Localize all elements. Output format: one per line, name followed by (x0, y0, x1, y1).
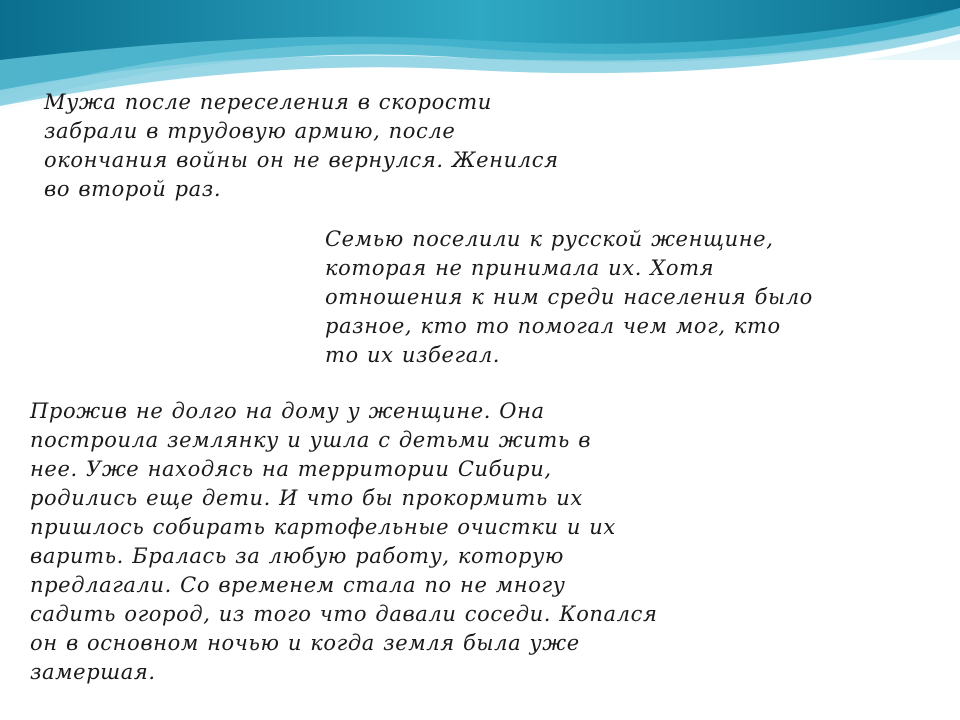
paragraph-husband (44, 88, 559, 204)
text-line: во второй раз. (44, 177, 222, 201)
text-line: предлагали. Со временем стала по не многу (30, 573, 566, 597)
text-line: он в основном ночью и когда земля была уже (30, 631, 580, 655)
text-line: отношения к ним среди населения было (325, 285, 813, 309)
text-line: Семью поселили к русской женщине, (325, 227, 774, 251)
text-line: Мужа после переселения в скорости (44, 90, 492, 114)
text-line: которая не принимала их. Хотя (325, 256, 715, 280)
text-line: замершая. (30, 660, 156, 684)
text-line: то их избегал. (325, 343, 501, 367)
paragraph-family-settled (325, 225, 813, 370)
text-line: забрали в трудовую армию, после (44, 119, 456, 143)
paragraph-dugout-life (30, 397, 658, 687)
text-line: построила землянку и ушла с детьми жить в (30, 428, 592, 452)
text-line: разное, кто то помогал чем мог, кто (325, 314, 781, 338)
text-line: варить. Бралась за любую работу, которую (30, 544, 564, 568)
text-line: садить огород, из того что давали соседи. Копался (30, 602, 658, 626)
text-line: Прожив не долго на дому у женщине. Она (30, 399, 545, 423)
text-line: родились еще дети. И что бы прокормить их (30, 486, 583, 510)
text-line: нее. Уже находясь на территории Сибири, (30, 457, 552, 481)
text-line: пришлось собирать картофельные очистки и их (30, 515, 616, 539)
text-line: окончания войны он не вернулся. Женился (44, 148, 559, 172)
